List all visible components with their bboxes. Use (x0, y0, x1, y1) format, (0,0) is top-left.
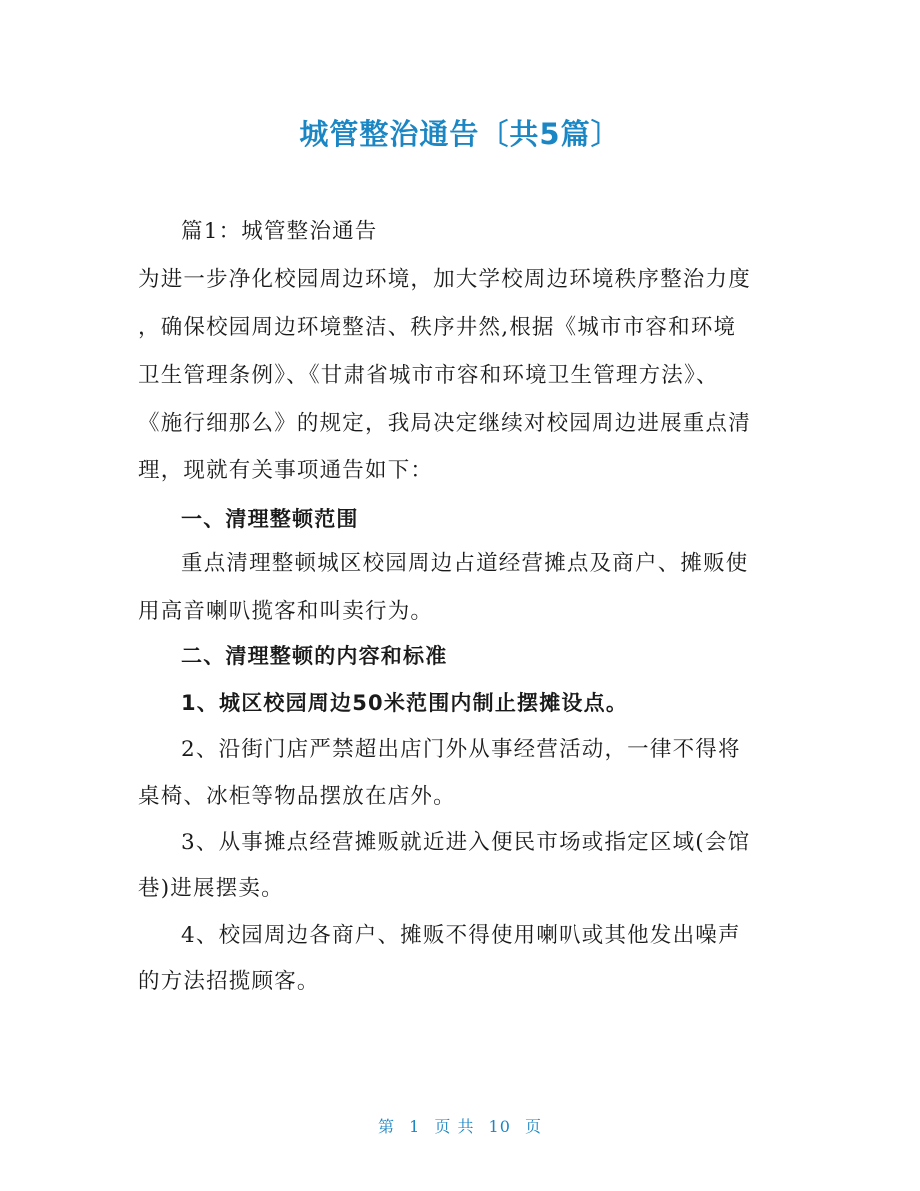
footer-prefix: 第 (377, 1117, 395, 1136)
document-title: 城管整治通告〔共5篇〕 (299, 117, 621, 151)
footer-suffix: 页 (525, 1117, 543, 1136)
section-heading-scope: 一、清理整顿范围 (181, 507, 359, 531)
paragraph-line: 用高音喇叭揽客和叫卖行为。 (138, 599, 434, 624)
footer-middle: 页 共 (434, 1117, 475, 1136)
paragraph-line: 巷)进展摆卖。 (138, 876, 284, 901)
list-item-4: 4、校园周边各商户、摊贩不得使用喇叭或其他发出噪声 (181, 923, 741, 948)
footer-total-pages: 10 (488, 1117, 511, 1136)
paragraph-line: 《施行细那么》的规定，我局决定继续对校园周边进展重点清 (138, 411, 751, 436)
paragraph-line: 桌椅、冰柜等物品摆放在店外。 (138, 784, 456, 809)
list-item-2: 2、沿街门店严禁超出店门外从事经营活动，一律不得将 (181, 737, 741, 762)
paragraph-line: 理，现就有关事项通告如下： (138, 458, 434, 483)
page-footer (0, 1114, 920, 1137)
footer-page-number: 1 (409, 1117, 421, 1136)
paragraph-line: 为进一步净化校园周边环境，加大学校周边环境秩序整治力度 (138, 267, 751, 292)
section-heading-article1: 篇1：城管整治通告 (181, 219, 378, 244)
list-item-1: 1、城区校园周边50米范围内制止摆摊设点。 (181, 691, 629, 715)
paragraph-line: 卫生管理条例》、《甘肃省城市市容和环境卫生管理方法》、 (138, 363, 719, 388)
paragraph-line: 的方法招揽顾客。 (138, 969, 320, 994)
paragraph-line: ，确保校园周边环境整洁、秩序井然,根据《城市市容和环境 (138, 315, 737, 340)
paragraph-line: 重点清理整顿城区校园周边占道经营摊点及商户、摊贩使 (181, 551, 749, 576)
section-heading-content: 二、清理整顿的内容和标准 (181, 644, 448, 668)
list-item-3: 3、从事摊点经营摊贩就近进入便民市场或指定区域(会馆 (181, 830, 751, 855)
